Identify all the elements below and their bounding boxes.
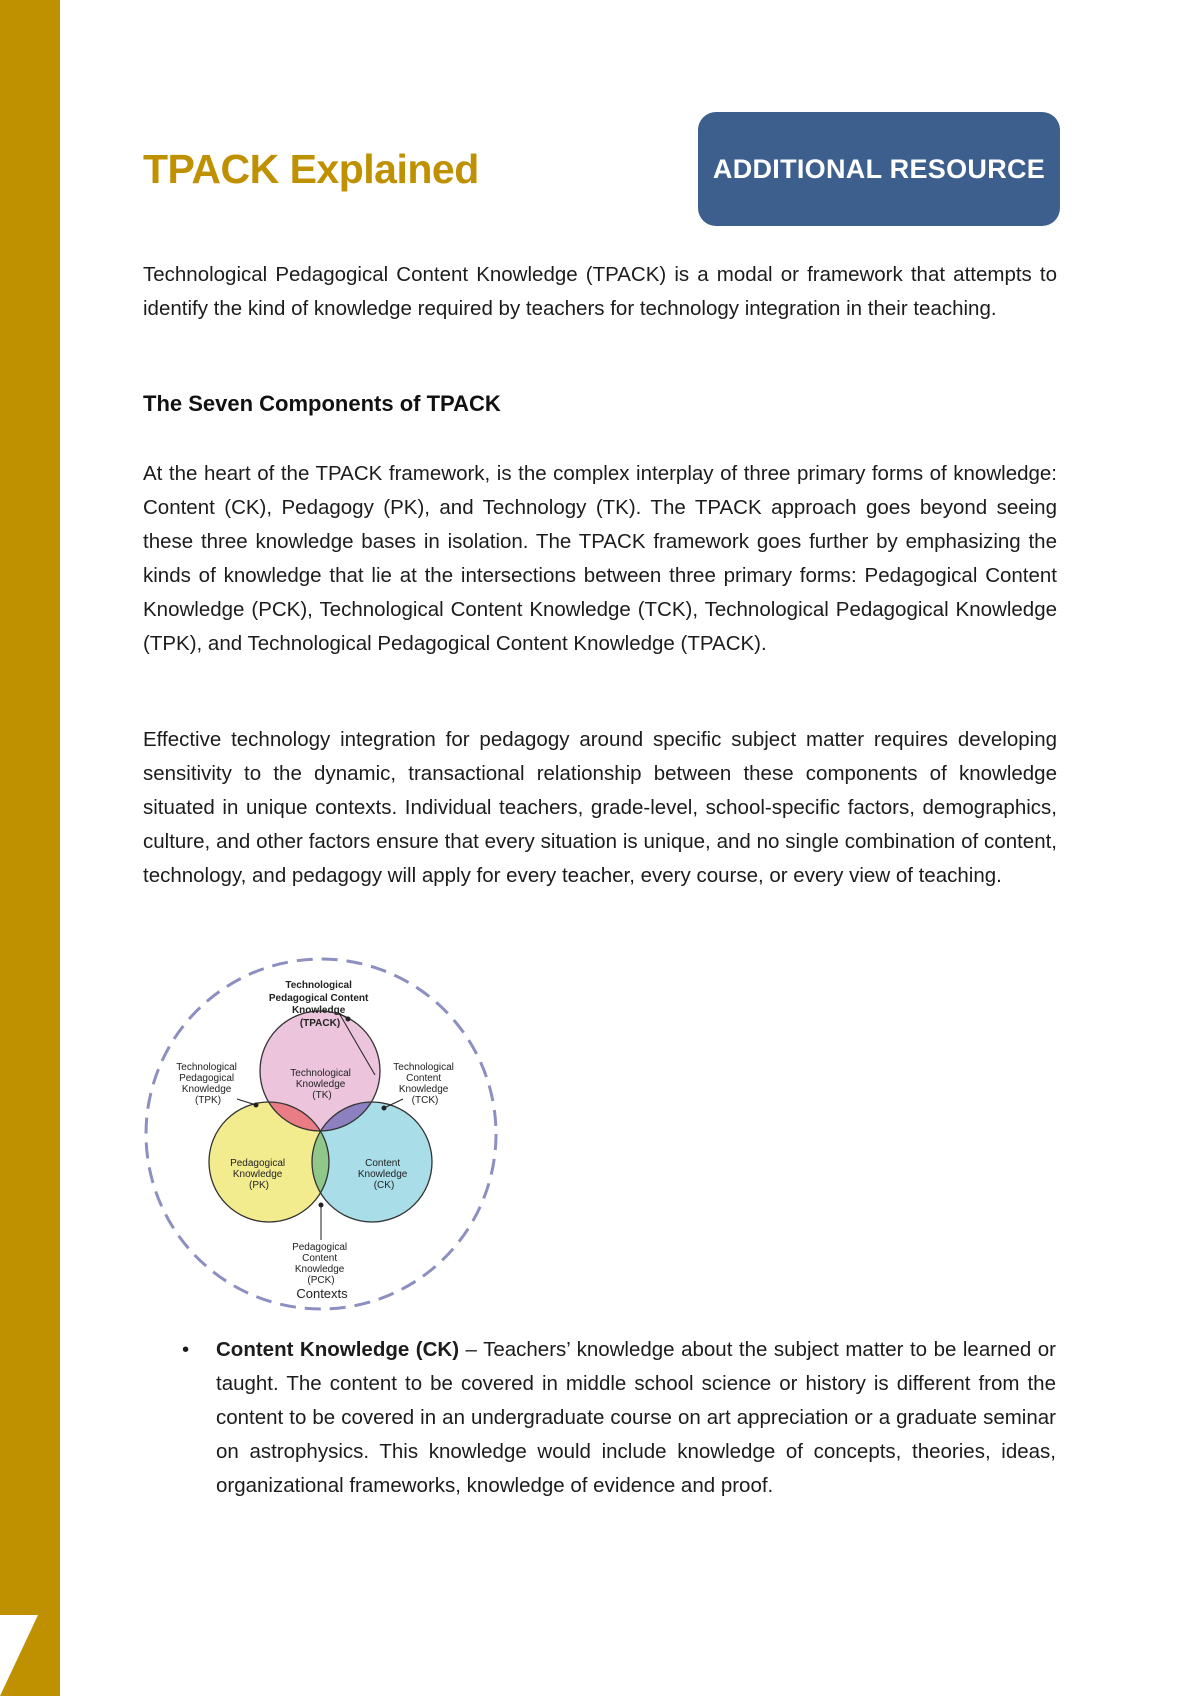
integration-paragraph: Effective technology integration for pedagogy around specific subject matter requires developing sensitivity to the dynamic, transactional relationship between these components of knowledge situated in unique contexts. Individual teachers, grade-level, school-specific factors, demographics, culture, and other factors ensure that every situation is unique, and no single combination of content, technology, and pedagogy will apply for every teacher, every course, or every view of teaching. bbox=[143, 728, 1057, 887]
additional-resource-badge: ADDITIONAL RESOURCE bbox=[698, 112, 1060, 226]
framework-paragraph: At the heart of the TPACK framework, is the complex interplay of three primary forms of knowledge: Content (CK), Pedagogy (PK), and Technology (TK). The TPACK approach goes beyond seeing these three knowledge bases in isolation. The TPACK framework goes further by emphasizing the kinds of knowledge that lie at the intersections between three primary forms: Pedagogical Content Knowledge (PCK), Technological Content Knowledge (TCK), Technological Pedagogical Knowledge (TPK), and Technological Pedagogical Content Knowledge (TPACK). bbox=[143, 462, 1057, 655]
intro-paragraph: Technological Pedagogical Content Knowledge (TPACK) is a modal or framework that attempts to identify the kind of knowledge required by teachers for technology integration in their teaching. bbox=[143, 263, 1057, 320]
section-heading: The Seven Components of TPACK bbox=[143, 391, 501, 416]
bullet-text: – Teachers’ knowledge about the subject matter to be learned or taught. The content to be covered in middle school science or history is different from the content to be covered in an undergraduate course on art appreciation or a graduate seminar on astrophysics. This knowledge would include knowledge of concepts, theories, ideas, organizational frameworks, knowledge of evidence and proof. bbox=[216, 1338, 1056, 1497]
tk-label: Technological Knowledge (TK) bbox=[290, 1068, 351, 1101]
list-item bbox=[182, 1333, 1056, 1503]
tck-label: Technological Content Knowledge (TCK) bbox=[393, 1062, 454, 1106]
gold-side-bar bbox=[0, 0, 60, 1696]
contexts-label: Contexts bbox=[296, 1286, 348, 1301]
tpack-label: Technological Pedagogical Content Knowledge (TPACK) bbox=[268, 980, 369, 1029]
page-number: 1 bbox=[12, 1666, 22, 1685]
tpk-label: Technological Pedagogical Knowledge (TPK) bbox=[176, 1062, 237, 1106]
tpk-pointer-line bbox=[237, 1099, 256, 1105]
pck-label: Pedagogical Content Knowledge (PCK) bbox=[292, 1242, 348, 1286]
tpack-venn-diagram bbox=[140, 950, 502, 1312]
pk-label: Pedagogical Knowledge (PK) bbox=[230, 1158, 286, 1191]
bullet-term: Content Knowledge (CK) bbox=[216, 1338, 460, 1361]
ck-label: Content Knowledge (CK) bbox=[357, 1158, 408, 1191]
components-bullet-list bbox=[182, 1333, 1056, 1503]
page-title: TPACK Explained bbox=[143, 146, 479, 192]
bullet-icon: • bbox=[182, 1338, 190, 1361]
